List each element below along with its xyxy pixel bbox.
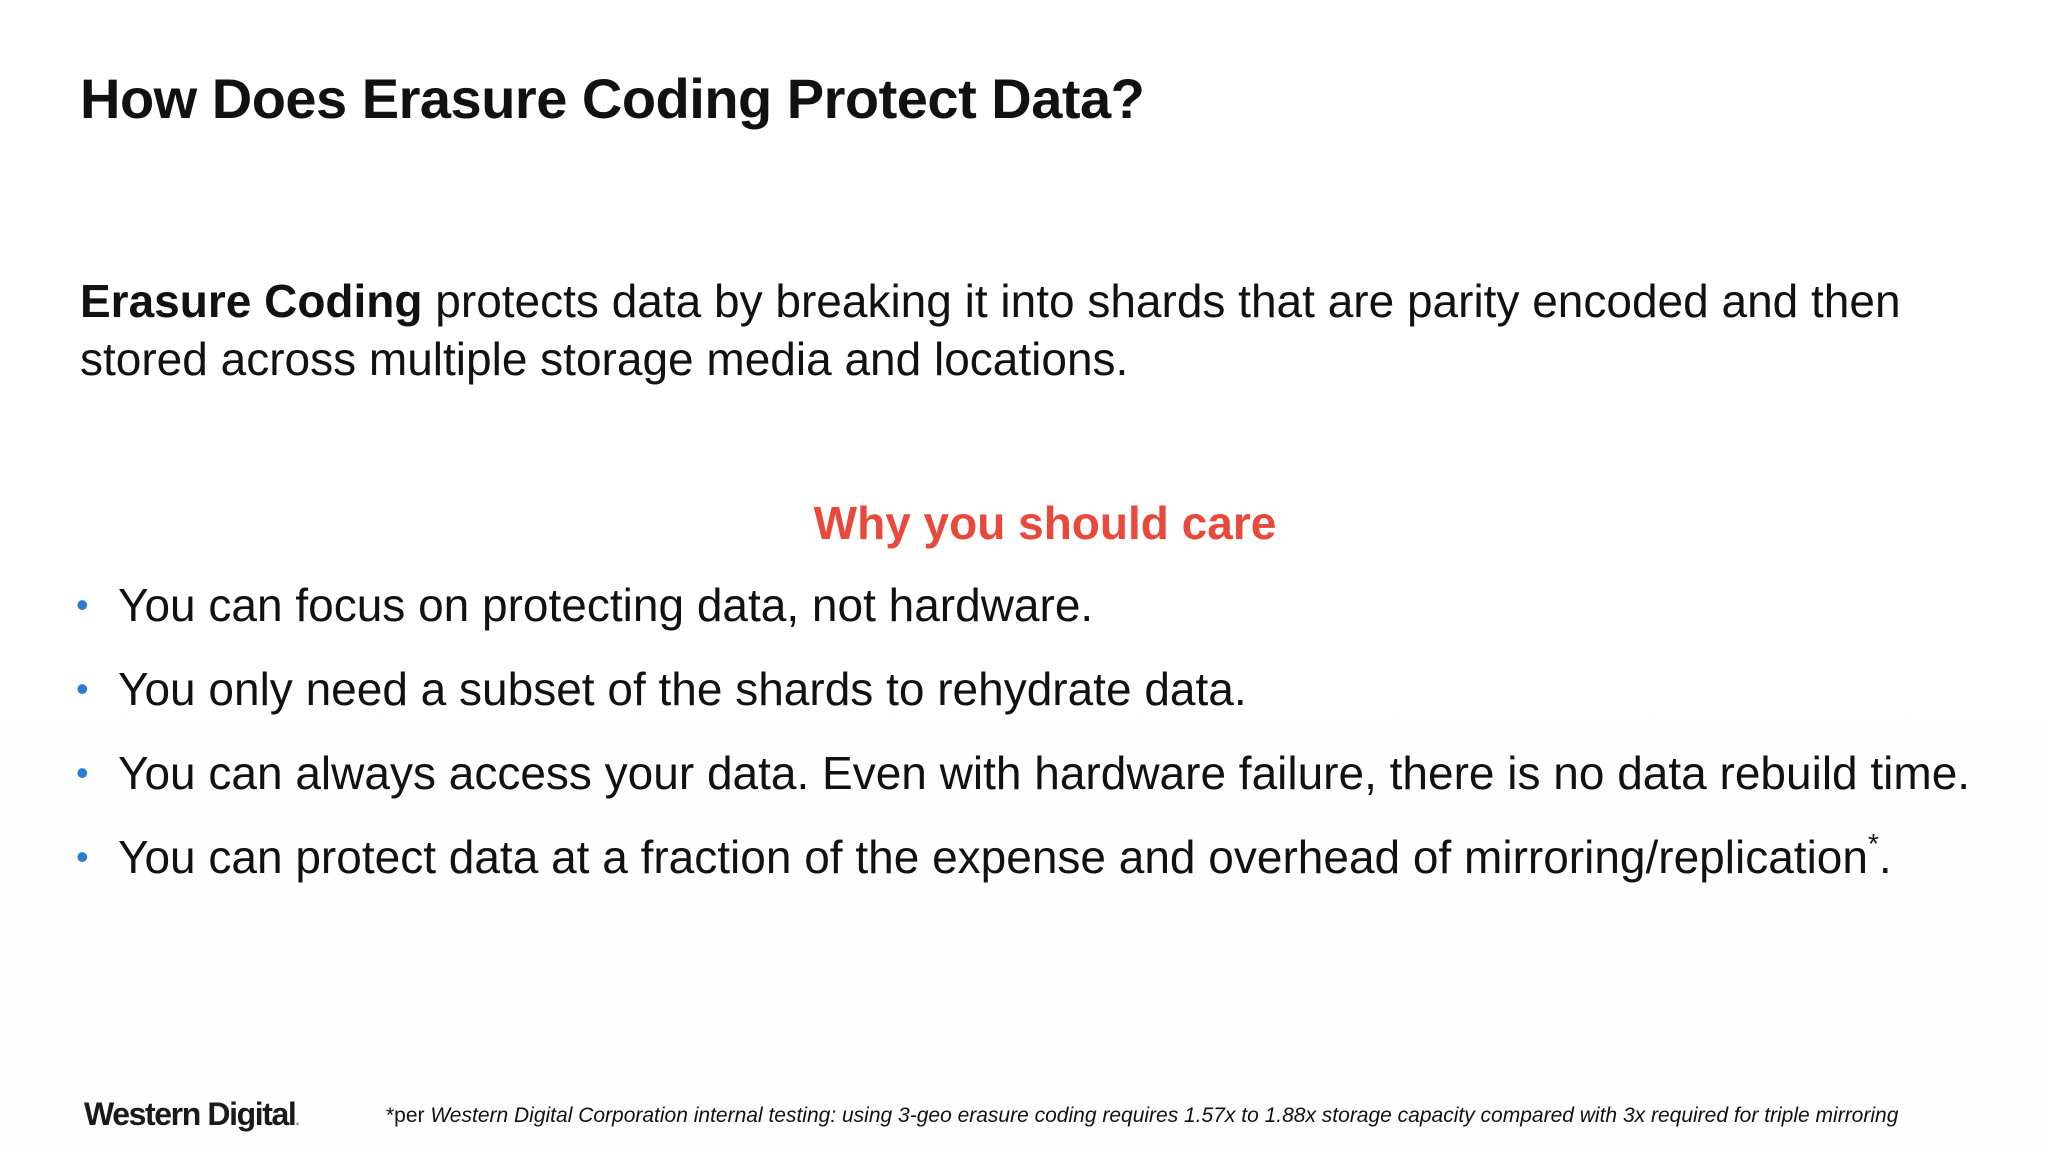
bullet-text: You can always access your data. Even with hardware failure, there is no data rebuild time. bbox=[118, 747, 1971, 799]
bullet-text-end: . bbox=[1878, 831, 1892, 883]
slide-title: How Does Erasure Coding Protect Data? bbox=[80, 67, 1145, 130]
logo-text: Western Digital bbox=[84, 1096, 296, 1132]
footnote-prefix: *per bbox=[386, 1104, 431, 1127]
list-item bbox=[76, 662, 1970, 746]
company-logo bbox=[84, 1096, 298, 1133]
footnote bbox=[386, 1104, 1898, 1128]
list-item bbox=[76, 830, 1970, 914]
intro-text: protects data by breaking it into shards that are parity encoded and then stored across multiple storage media and locations. bbox=[80, 275, 1901, 385]
logo-dot: . bbox=[295, 1112, 299, 1129]
bullet-icon: • bbox=[76, 584, 89, 625]
bullet-icon: • bbox=[76, 668, 89, 709]
bullet-icon: • bbox=[76, 836, 89, 877]
bullet-text bbox=[118, 830, 1892, 884]
bullet-text-main: You can protect data at a fraction of the expense and overhead of mirroring/replication bbox=[118, 831, 1868, 883]
bullet-icon: • bbox=[76, 752, 89, 793]
list-item bbox=[76, 746, 1970, 830]
intro-bold-term: Erasure Coding bbox=[80, 275, 423, 327]
intro-paragraph bbox=[80, 272, 1980, 388]
footnote-text: Western Digital Corporation internal testing: using 3-geo erasure coding requires 1.57x to 1.88x storage capacity compared with 3x required for triple mirroring bbox=[430, 1104, 1899, 1127]
bullet-list bbox=[76, 578, 1970, 914]
bullet-text: You can focus on protecting data, not hardware. bbox=[118, 579, 1094, 631]
bullet-text: You only need a subset of the shards to rehydrate data. bbox=[118, 663, 1247, 715]
subheading: Why you should care bbox=[813, 497, 1277, 549]
footnote-marker: * bbox=[1867, 828, 1879, 859]
list-item bbox=[76, 578, 1970, 662]
